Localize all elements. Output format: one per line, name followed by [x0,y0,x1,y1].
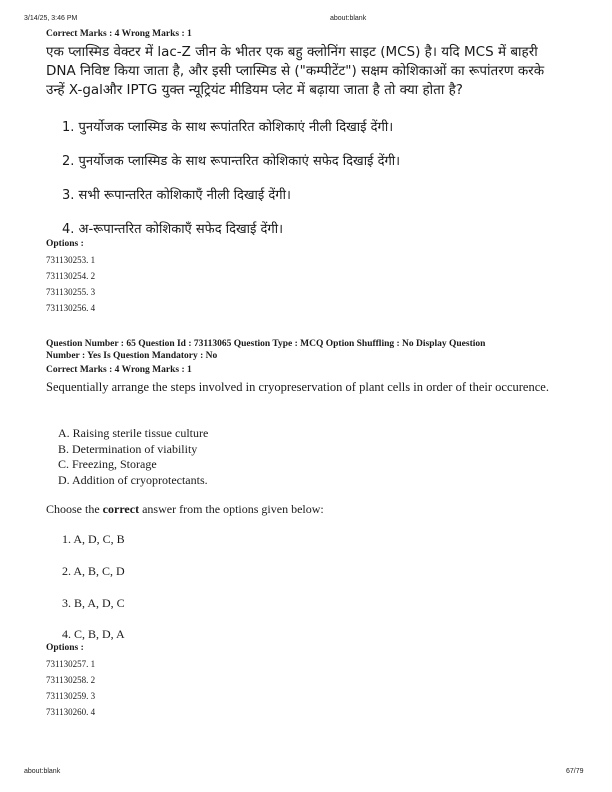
q65-choice-2: 2. A, B, C, D [62,564,125,578]
q65-choice-4: 4. C, B, D, A [62,627,125,641]
print-datetime: 3/14/25, 3:46 PM [24,15,78,22]
q64-marks: Correct Marks : 4 Wrong Marks : 1 [46,29,192,39]
q65-marks: Correct Marks : 4 Wrong Marks : 1 [46,365,192,375]
q64-choice-1: 1. पुनर्योजक प्लास्मिड के साथ रूपांतरित कोशिकाएं नीली दिखाई देंगी। [62,120,394,135]
q65-options-label: Options : [46,643,84,653]
q65-choice-1: 1. A, D, C, B [62,532,125,546]
q65-option-id-3: 731130259. 3 [46,691,96,701]
instruction-suffix: answer from the options given below: [139,502,324,516]
q64-option-id-4: 731130256. 4 [46,303,96,313]
q64-options-label: Options : [46,239,84,249]
q64-option-id-2: 731130254. 2 [46,271,96,281]
q65-meta-line-1: Question Number : 65 Question Id : 73113065 Question Type : MCQ Option Shuffling : No Display Question [46,339,486,349]
q64-choice-3: 3. सभी रूपान्तरित कोशिकाएँ नीली दिखाई देंगी। [62,188,291,203]
q65-statement-c: C. Freezing, Storage [58,457,157,471]
q64-option-id-1: 731130253. 1 [46,255,96,265]
q65-option-id-1: 731130257. 1 [46,659,96,669]
q64-choice-2: 2. पुनर्योजक प्लास्मिड के साथ रूपान्तरित कोशिकाएं सफेद दिखाई देंगी। [62,154,401,169]
q64-option-id-3: 731130255. 3 [46,287,96,297]
q65-question-text: Sequentially arrange the steps involved in cryopreservation of plant cells in order of their occurence. [46,380,549,394]
instruction-emphasis: correct [102,502,140,516]
q65-statement-b: B. Determination of viability [58,442,198,456]
q65-choice-3: 3. B, A, D, C [62,596,125,610]
instruction-prefix: Choose the [46,502,103,516]
q65-option-id-2: 731130258. 2 [46,675,96,685]
q64-choice-4: 4. अ-रूपान्तरित कोशिकाएँ सफेद दिखाई देंगी। [62,222,284,237]
print-page-title: about:blank [330,15,367,22]
q65-instruction [46,502,324,517]
q65-statement-a: A. Raising sterile tissue culture [58,426,209,440]
q65-meta-line-2: Number : Yes Is Question Mandatory : No [46,351,218,361]
q65-statement-d: D. Addition of cryoprotectants. [58,473,208,487]
print-page-number: 67/79 [566,768,584,775]
print-footer-url: about:blank [24,768,61,775]
q64-question-text: एक प्लास्मिड वेक्टर में lac-Z जीन के भीतर एक बहु क्लोनिंग साइट (MCS) है। यदि MCS में बाहरी DNA निविष्ट किया जाता है, और इसी प्लास्मिड से ("कम्पीटेंट") सक्षम कोशिकाओं का रूपांतरण करके उन्हें X-galऔर IPTG युक्त न्यूट्रियंट मीडियम प्लेट में बढ़ाया जाता है तो क्या होता है? [46,44,545,98]
q65-option-id-4: 731130260. 4 [46,707,96,717]
